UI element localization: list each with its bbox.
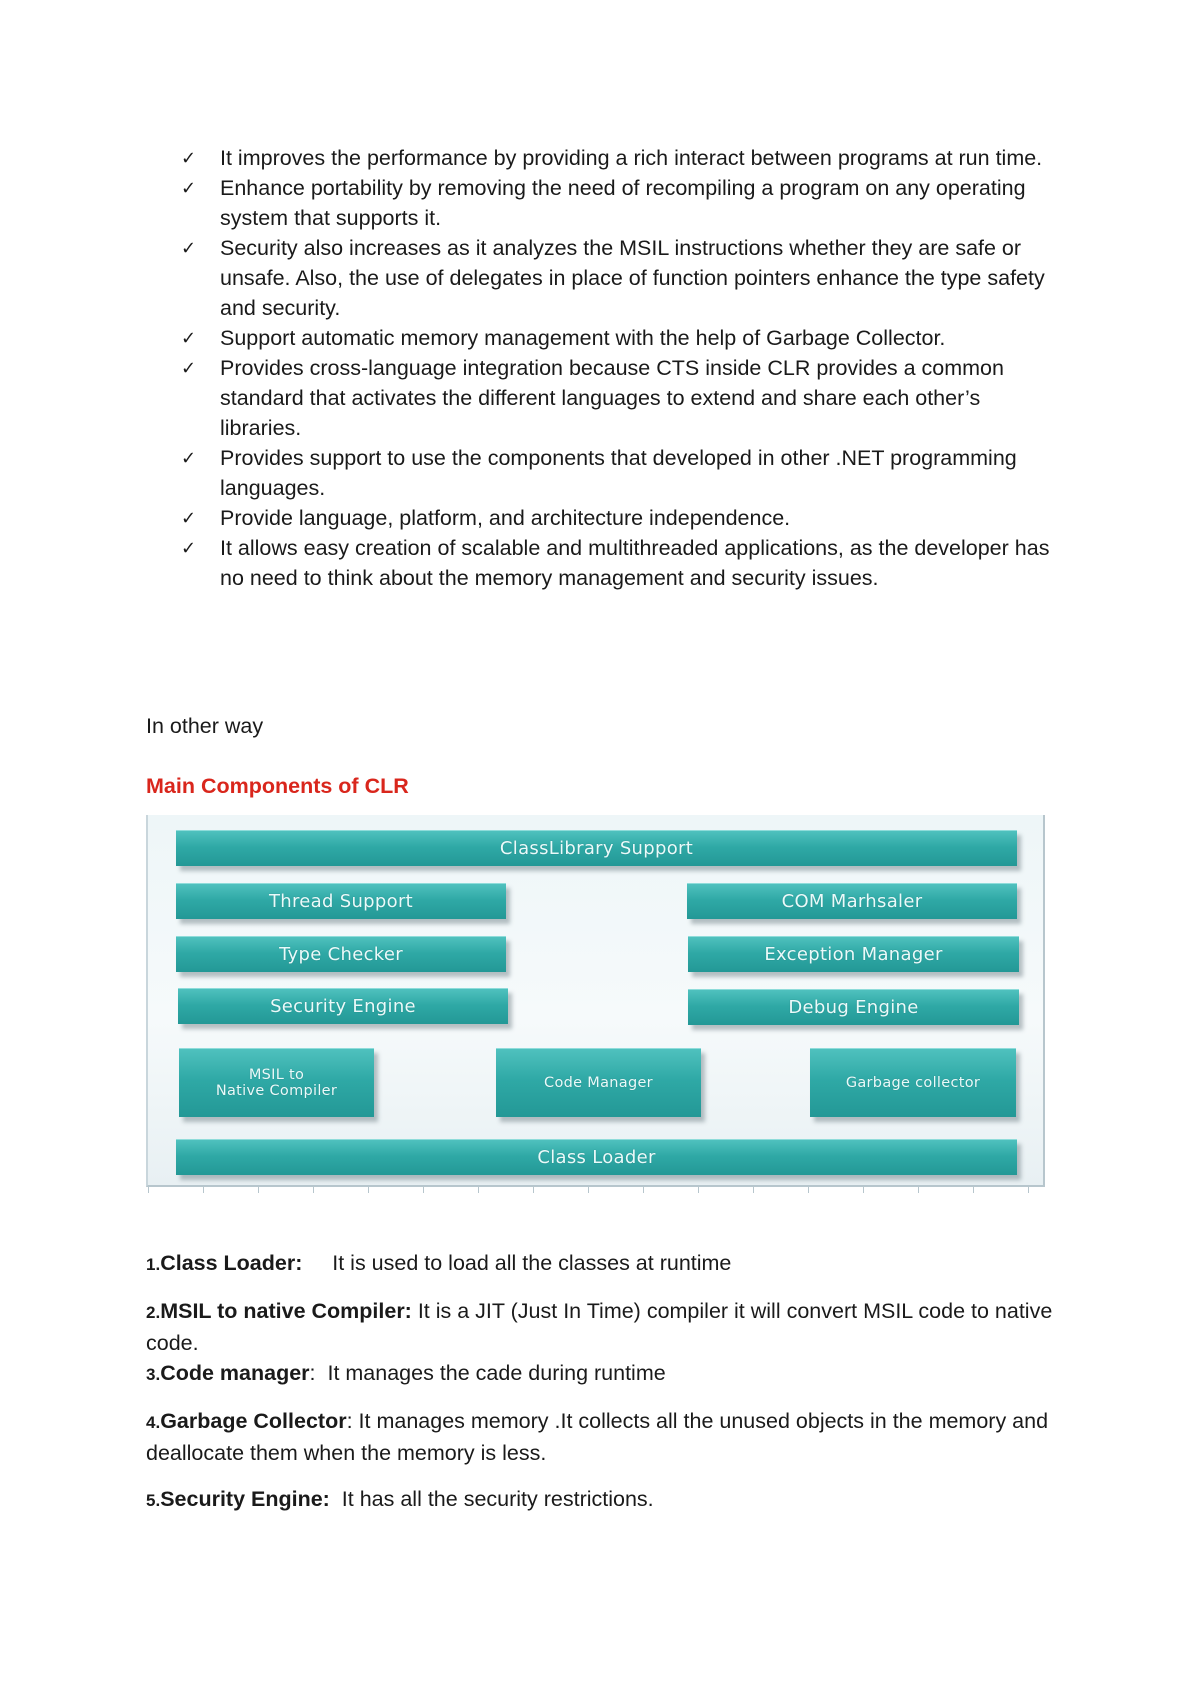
definition-text: It manages memory .It collects all the unused objects in the memory and deallocate them when the memory is less. [146,1409,1049,1465]
check-icon: ✓ [181,148,197,168]
definition-term: Security Engine: [160,1487,330,1511]
thread-support-box: Thread Support [176,883,506,919]
list-item-text: Provides support to use the components that developed in other .NET programming languages. [220,446,1017,500]
clr-advantages-list [181,143,1061,593]
definition-item: 4.Garbage Collector: It manages memory .It collects all the unused objects in the memory and deallocate them when the memory is less. [146,1409,1049,1465]
check-icon: ✓ [181,508,197,528]
debug-engine-box: Debug Engine [688,989,1019,1025]
definition-item: 5.Security Engine: It has all the security restrictions. [146,1487,654,1511]
msil-native-compiler-box [179,1048,374,1117]
definition-term: Code manager [160,1361,310,1385]
list-item-text: It improves the performance by providing a rich interact between programs at run time. [220,146,1043,170]
list-item [181,503,1061,533]
exception-manager-box: Exception Manager [688,936,1019,972]
check-icon: ✓ [181,178,197,198]
definition-text: It has all the security restrictions. [329,1487,654,1511]
list-item [181,173,1061,233]
check-icon: ✓ [181,328,197,348]
com-marshaler-box: COM Marhsaler [687,883,1017,919]
security-engine-box: Security Engine [178,988,508,1024]
msil-compiler-label-line1: MSIL to [248,1067,305,1083]
intro-text: In other way [146,714,264,738]
class-library-support-box: ClassLibrary Support [176,830,1017,866]
clr-components-diagram [146,815,1045,1187]
section-heading: Main Components of CLR [146,774,409,798]
definition-text: It is a JIT (Just In Time) compiler it will convert MSIL code to native code. [146,1299,1053,1355]
check-icon: ✓ [181,238,197,258]
type-checker-box: Type Checker [176,936,506,972]
list-item-text: Enhance portability by removing the need of recompiling a program on any operating system that supports it. [220,176,1026,230]
definition-term: Garbage Collector [160,1409,347,1433]
code-manager-box: Code Manager [496,1048,701,1117]
definition-term: MSIL to native Compiler: [160,1299,412,1323]
check-icon: ✓ [181,538,197,558]
list-item [181,353,1061,443]
class-loader-box: Class Loader [176,1139,1017,1175]
check-icon: ✓ [181,358,197,378]
list-item-text: Provide language, platform, and architecture independence. [220,506,791,530]
list-item-text: Security also increases as it analyzes the MSIL instructions whether they are safe or unsafe. Also, the use of delegates in place of function pointers enhance the type safety and security. [220,236,1045,320]
definition-item: 2.MSIL to native Compiler: It is a JIT (Just In Time) compiler it will convert MSIL code to native code. [146,1299,1053,1355]
definition-term: Class Loader: [160,1251,303,1275]
diagram-ruler [148,1187,1043,1193]
list-item [181,323,1061,353]
definition-item: 3.Code manager: It manages the cade during runtime [146,1361,666,1385]
list-item-text: Provides cross-language integration because CTS inside CLR provides a common standard that activates the different languages to extend and share each other’s libraries. [220,356,1004,440]
component-definitions [146,1248,1066,1516]
list-item-text: Support automatic memory management with the help of Garbage Collector. [220,326,946,350]
definition-item: 1.Class Loader: It is used to load all the classes at runtime [146,1251,732,1275]
list-item [181,443,1061,503]
check-icon: ✓ [181,448,197,468]
definition-text: It manages the cade during runtime [315,1361,666,1385]
msil-compiler-label-line2: Native Compiler [215,1083,338,1099]
list-item [181,233,1061,323]
list-item-text: It allows easy creation of scalable and multithreaded applications, as the developer has no need to think about the memory management and security issues. [220,536,1050,590]
list-item [181,143,1061,173]
garbage-collector-box: Garbage collector [810,1048,1016,1117]
definition-text: It is used to load all the classes at runtime [302,1251,732,1275]
list-item [181,533,1061,593]
